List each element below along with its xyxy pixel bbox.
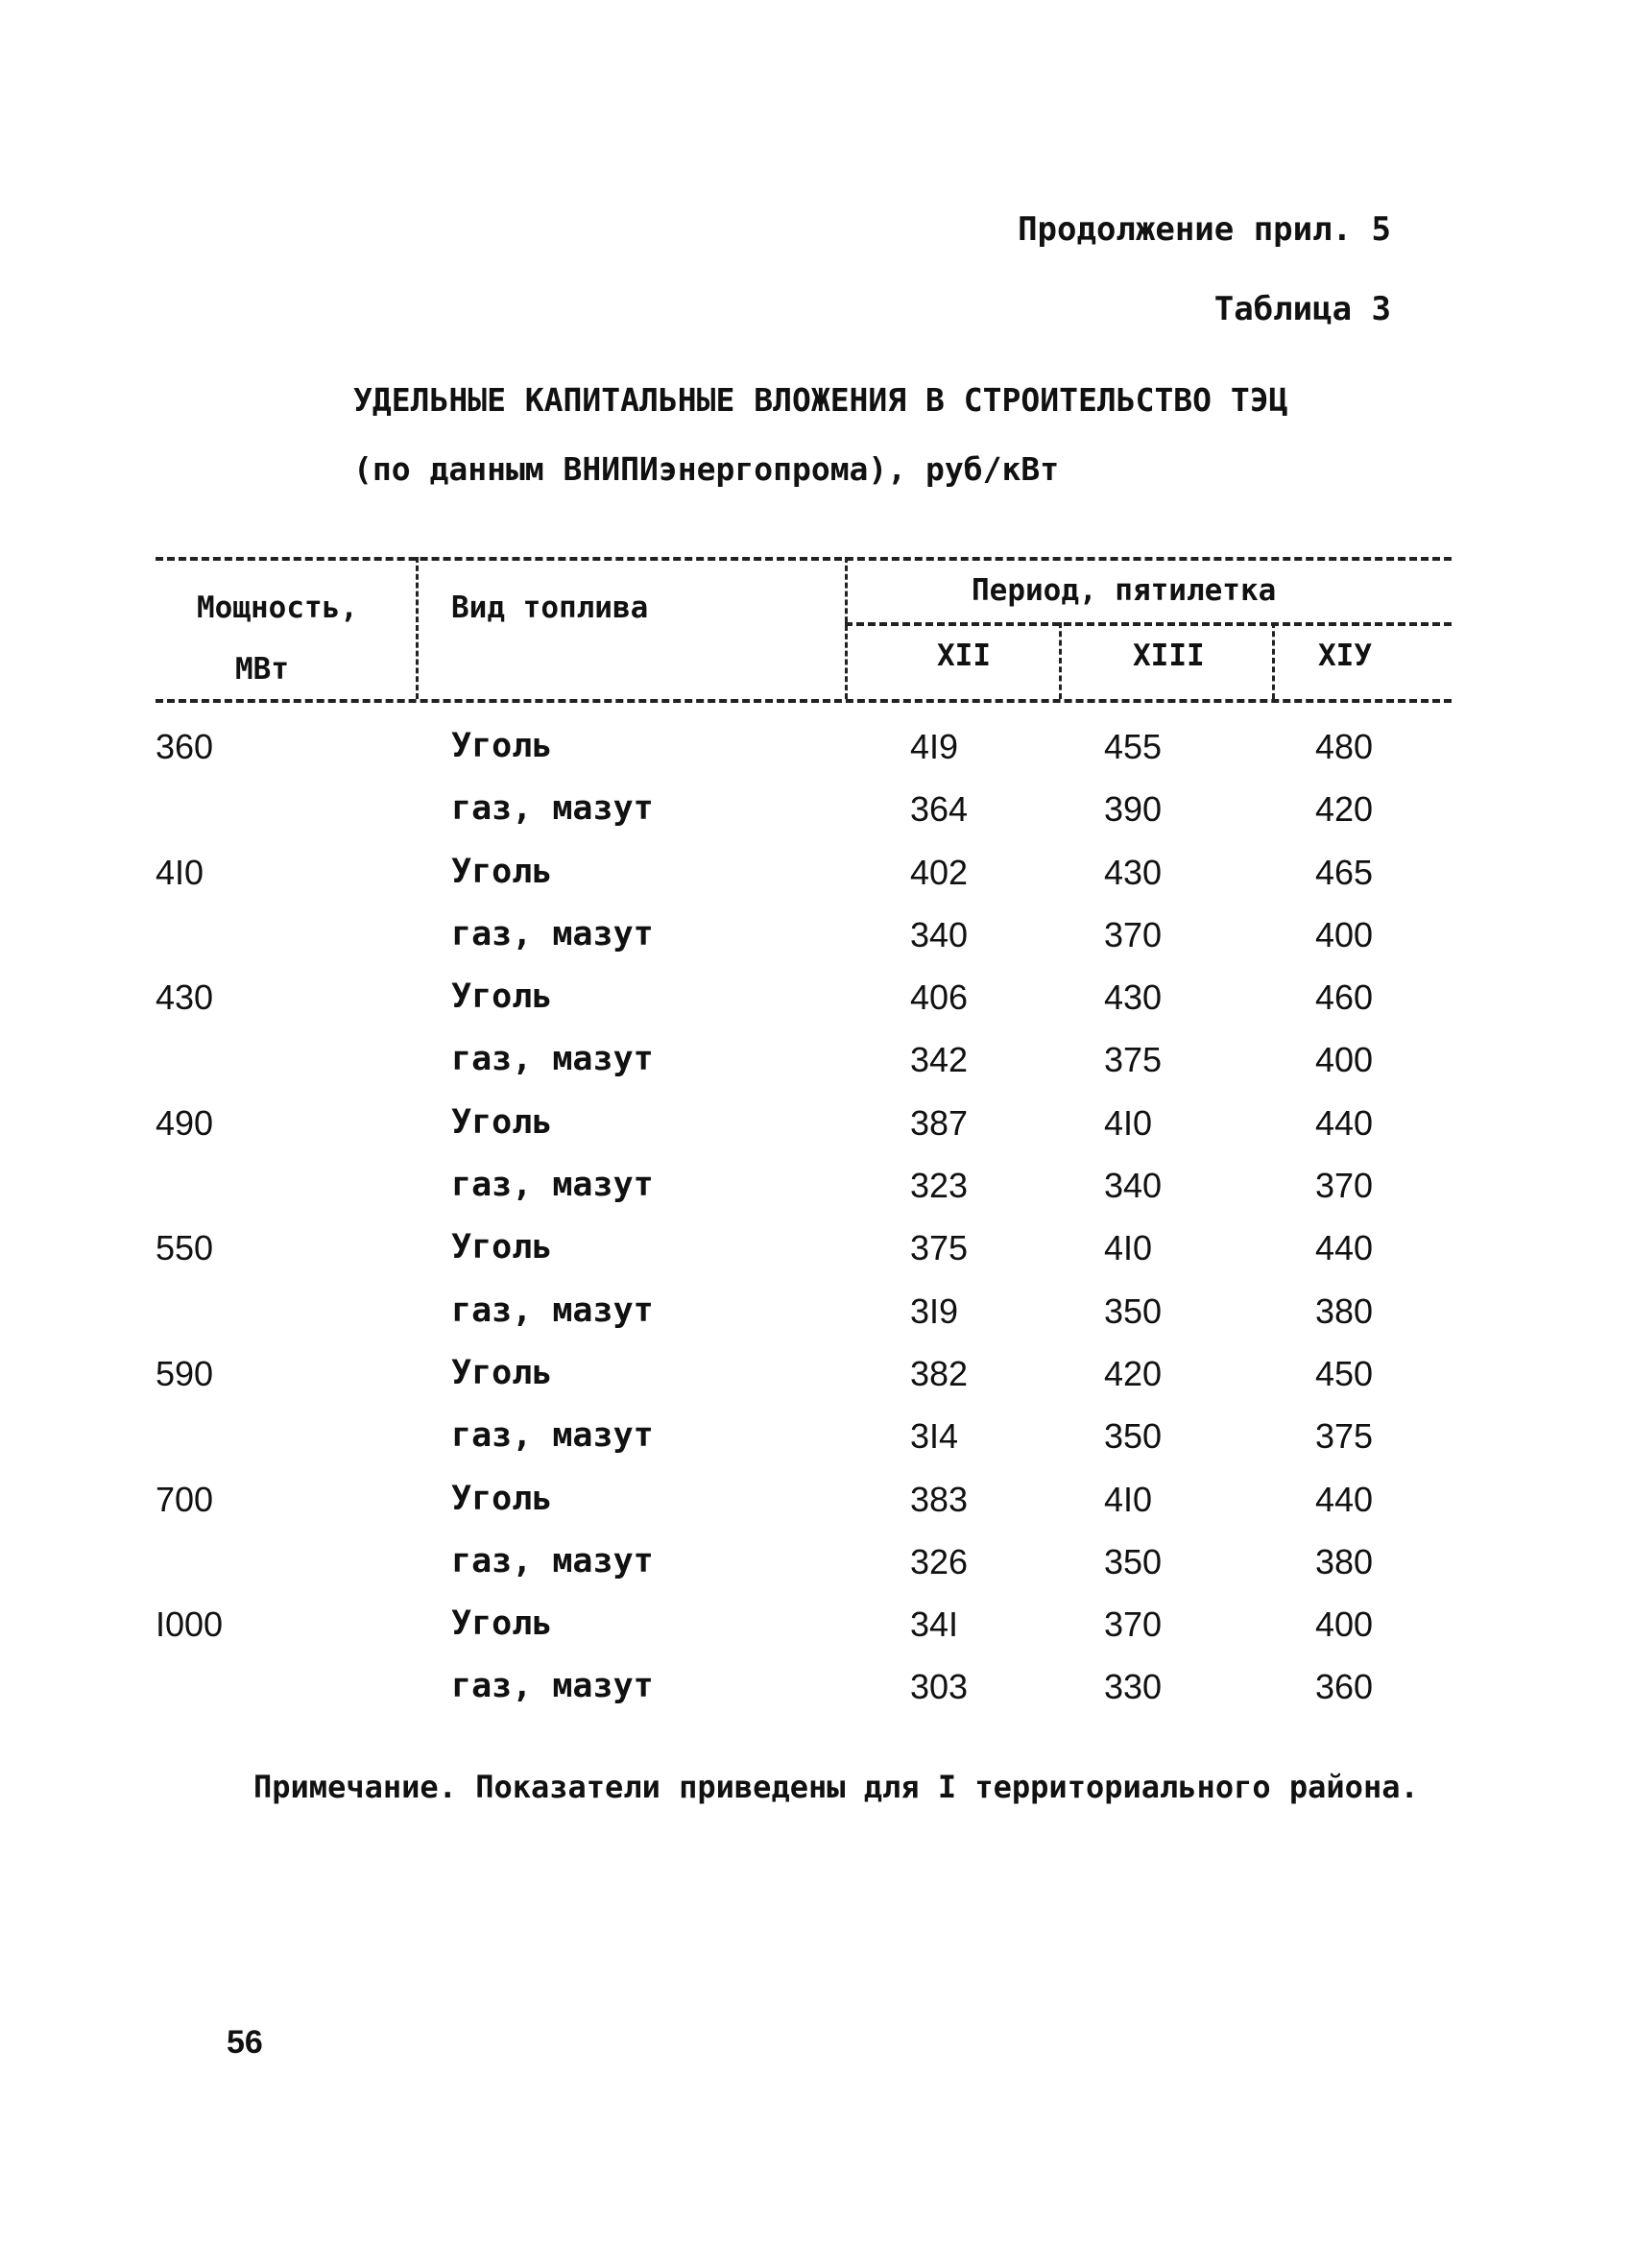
col-divider-p1 [1059,622,1062,699]
power-header: Мощность, [197,591,358,625]
power-cell: 360 [156,727,214,766]
table-row [0,1353,1633,1419]
table-row [0,1040,1633,1105]
fuel-header: Вид топлива [451,591,649,625]
value-xiv-cell: 450 [1315,1353,1374,1393]
fuel-cell: газ, мазут [451,914,654,953]
fuel-cell: Уголь [451,1479,553,1518]
value-xiii-cell: 4I0 [1104,1479,1153,1519]
fuel-cell: газ, мазут [451,1040,654,1079]
period-xii-header: XII [937,639,991,673]
fuel-cell: газ, мазут [451,789,654,829]
fuel-cell: газ, мазут [451,1291,654,1330]
table-row [0,1604,1633,1670]
value-xiv-cell: 375 [1315,1416,1374,1457]
power-cell: 4I0 [156,852,204,892]
value-xiii-cell: 340 [1104,1166,1163,1206]
value-xiv-cell: 400 [1315,1040,1374,1080]
fuel-cell: газ, мазут [451,1166,654,1205]
value-xiv-cell: 360 [1315,1667,1374,1707]
value-xii-cell: 340 [910,914,969,954]
value-xiii-cell: 430 [1104,852,1163,892]
fuel-cell: Уголь [451,727,553,765]
value-xii-cell: 387 [910,1102,969,1143]
fuel-cell: Уголь [451,852,553,891]
table-subtitle: (по данным ВНИПИэнергопрома), руб/кВт [353,450,1060,488]
power-cell: I000 [156,1604,224,1645]
value-xiii-cell: 390 [1104,789,1163,830]
value-xii-cell: 342 [910,1040,969,1080]
value-xii-cell: 3I4 [910,1416,959,1457]
value-xiv-cell: 480 [1315,727,1374,766]
table-row [0,1479,1633,1545]
value-xii-cell: 383 [910,1479,969,1519]
value-xiv-cell: 380 [1315,1291,1374,1331]
value-xiii-cell: 4I0 [1104,1102,1153,1143]
value-xiii-cell: 455 [1104,727,1163,766]
value-xii-cell: 3I9 [910,1291,959,1331]
value-xii-cell: 303 [910,1667,969,1707]
table-row [0,1166,1633,1231]
power-cell: 430 [156,977,214,1018]
value-xiii-cell: 375 [1104,1040,1163,1080]
value-xiii-cell: 430 [1104,977,1163,1018]
header-bottom-rule [156,699,1452,703]
table-number: Таблица 3 [1213,290,1391,328]
page-number: 56 [227,2024,263,2061]
value-xiv-cell: 465 [1315,852,1374,892]
value-xii-cell: 402 [910,852,969,892]
power-cell: 700 [156,1479,214,1519]
value-xiv-cell: 440 [1315,1228,1374,1268]
period-rule [845,622,1452,626]
value-xii-cell: 4I9 [910,727,959,766]
table-title: УДЕЛЬНЫЕ КАПИТАЛЬНЫЕ ВЛОЖЕНИЯ В СТРОИТЕЛЬСТВО ТЭЦ [353,381,1288,419]
col-divider-fuel [845,557,848,699]
fuel-cell: Уголь [451,977,553,1017]
period-header: Период, пятилетка [972,573,1277,608]
value-xii-cell: 34I [910,1604,959,1645]
value-xiv-cell: 440 [1315,1479,1374,1519]
fuel-cell: газ, мазут [451,1667,654,1706]
table-row [0,1102,1633,1169]
value-xiv-cell: 400 [1315,1604,1374,1645]
period-xiv-header: XIУ [1318,639,1372,673]
value-xiv-cell: 370 [1315,1166,1374,1206]
value-xii-cell: 375 [910,1228,969,1268]
table-row [0,1291,1633,1357]
power-cell: 590 [156,1353,214,1393]
fuel-cell: газ, мазут [451,1541,654,1580]
value-xiv-cell: 440 [1315,1102,1374,1143]
table-row [0,914,1633,980]
value-xii-cell: 406 [910,977,969,1018]
value-xiii-cell: 330 [1104,1667,1163,1707]
fuel-cell: Уголь [451,1604,553,1644]
table-row [0,852,1633,918]
period-xiii-header: XIII [1133,639,1205,673]
table-row [0,1667,1633,1732]
value-xiii-cell: 4I0 [1104,1228,1153,1268]
value-xiii-cell: 420 [1104,1353,1163,1393]
power-unit-header: МВт [235,652,289,687]
table-row [0,727,1633,792]
table-row [0,1228,1633,1293]
table-row [0,789,1633,855]
value-xiii-cell: 370 [1104,914,1163,954]
value-xiii-cell: 370 [1104,1604,1163,1645]
value-xiv-cell: 400 [1315,914,1374,954]
power-cell: 490 [156,1102,214,1143]
fuel-cell: Уголь [451,1353,553,1392]
value-xiii-cell: 350 [1104,1291,1163,1331]
value-xiv-cell: 420 [1315,789,1374,830]
table-row [0,977,1633,1043]
table-body [0,727,1633,1733]
value-xii-cell: 364 [910,789,969,830]
value-xiii-cell: 350 [1104,1541,1163,1581]
value-xiii-cell: 350 [1104,1416,1163,1457]
value-xiv-cell: 460 [1315,977,1374,1018]
appendix-continuation: Продолжение прил. 5 [1018,210,1391,249]
fuel-cell: Уголь [451,1102,553,1142]
value-xii-cell: 382 [910,1353,969,1393]
table-row [0,1541,1633,1607]
fuel-cell: Уголь [451,1228,553,1267]
value-xii-cell: 326 [910,1541,969,1581]
value-xiv-cell: 380 [1315,1541,1374,1581]
power-cell: 550 [156,1228,214,1268]
col-divider-p2 [1272,622,1275,699]
col-divider-power [416,557,419,699]
value-xii-cell: 323 [910,1166,969,1206]
header-top-rule [156,557,1452,561]
table-row [0,1416,1633,1482]
fuel-cell: газ, мазут [451,1416,654,1456]
table-note: Примечание. Показатели приведены для I территориального района. [253,1769,1419,1805]
